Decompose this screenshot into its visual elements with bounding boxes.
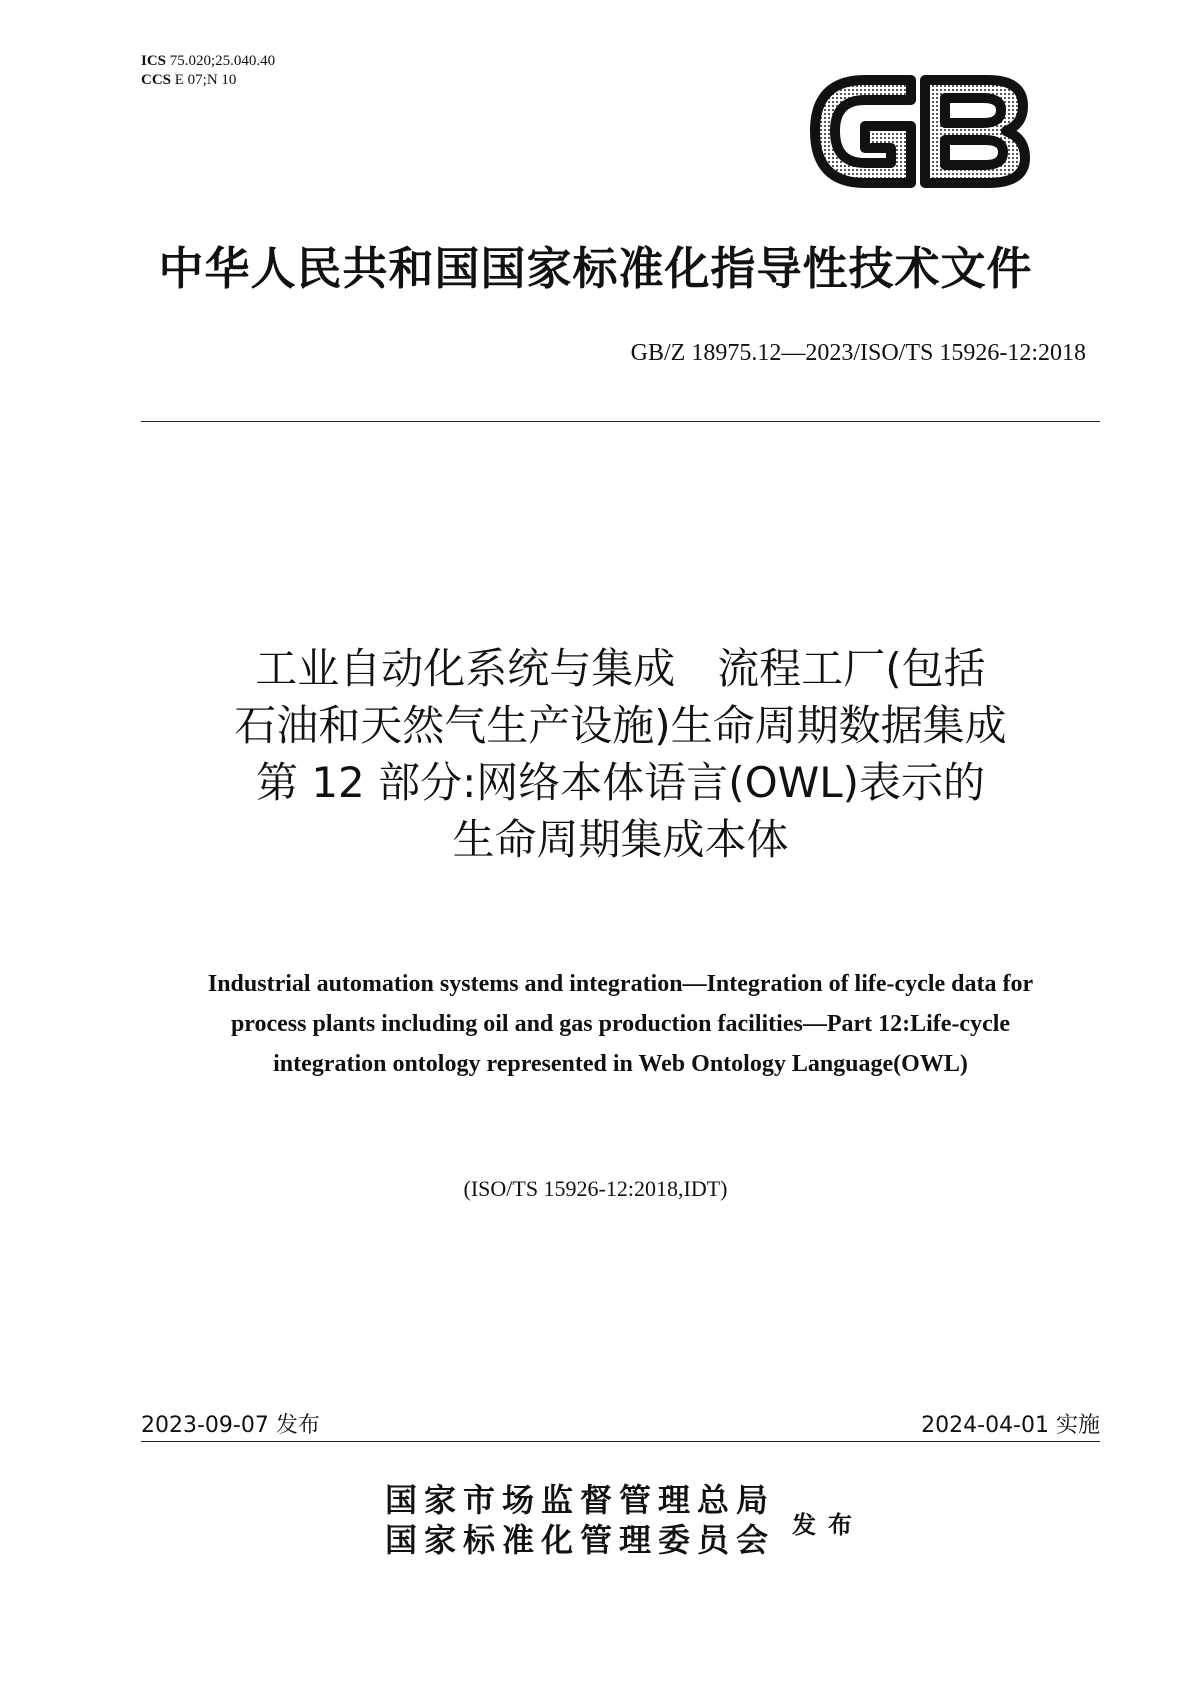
ccs-label: CCS (141, 72, 172, 88)
issuing-authorities (385, 1480, 775, 1560)
title-chinese-line: 第 12 部分:网络本体语言(OWL)表示的 (255, 758, 986, 807)
issue-label: 发布 (792, 1510, 864, 1539)
title-english-line: process plants including oil and gas production facilities—Part 12:Life-cycle (230, 1011, 1011, 1037)
title-chinese-line: 石油和天然气生产设施)生命周期数据集成 (234, 701, 1007, 750)
title-english (141, 964, 1100, 1084)
issuer-samr: 国家市场监督管理总局 (385, 1481, 776, 1519)
ics-value: 75.020;25.040.40 (169, 53, 276, 69)
ics-label: ICS (141, 53, 167, 69)
ccs-code (141, 71, 275, 90)
publish-date: 2023-09-07 发布 (141, 1413, 320, 1438)
header-divider (141, 421, 1100, 422)
gb-logo-g (815, 80, 911, 183)
ics-code (141, 52, 275, 71)
gb-logo (803, 68, 1033, 195)
ccs-value: E 07;N 10 (174, 72, 237, 88)
classification-codes (141, 52, 275, 90)
footer-divider (141, 1441, 1100, 1442)
implementation-date: 2024-04-01 实施 (921, 1413, 1100, 1438)
iso-equivalence: (ISO/TS 15926-12:2018,IDT) (463, 1176, 728, 1201)
document-type: 中华人民共和国国家标准化指导性技术文件 (158, 242, 1033, 295)
title-english-line: integration ontology represented in Web Ontology Language(OWL) (273, 1051, 968, 1077)
title-chinese-line: 生命周期集成本体 (452, 815, 789, 864)
gb-logo-b (925, 80, 1025, 183)
title-english-line: Industrial automation systems and integration—Integration of life-cycle data for (207, 971, 1034, 997)
title-chinese (141, 640, 1100, 868)
standard-number: GB/Z 18975.12—2023/ISO/TS 15926-12:2018 (630, 340, 1086, 366)
issuer-sac: 国家标准化管理委员会 (385, 1521, 776, 1559)
title-chinese-line: 工业自动化系统与集成 流程工厂(包括 (255, 644, 986, 693)
